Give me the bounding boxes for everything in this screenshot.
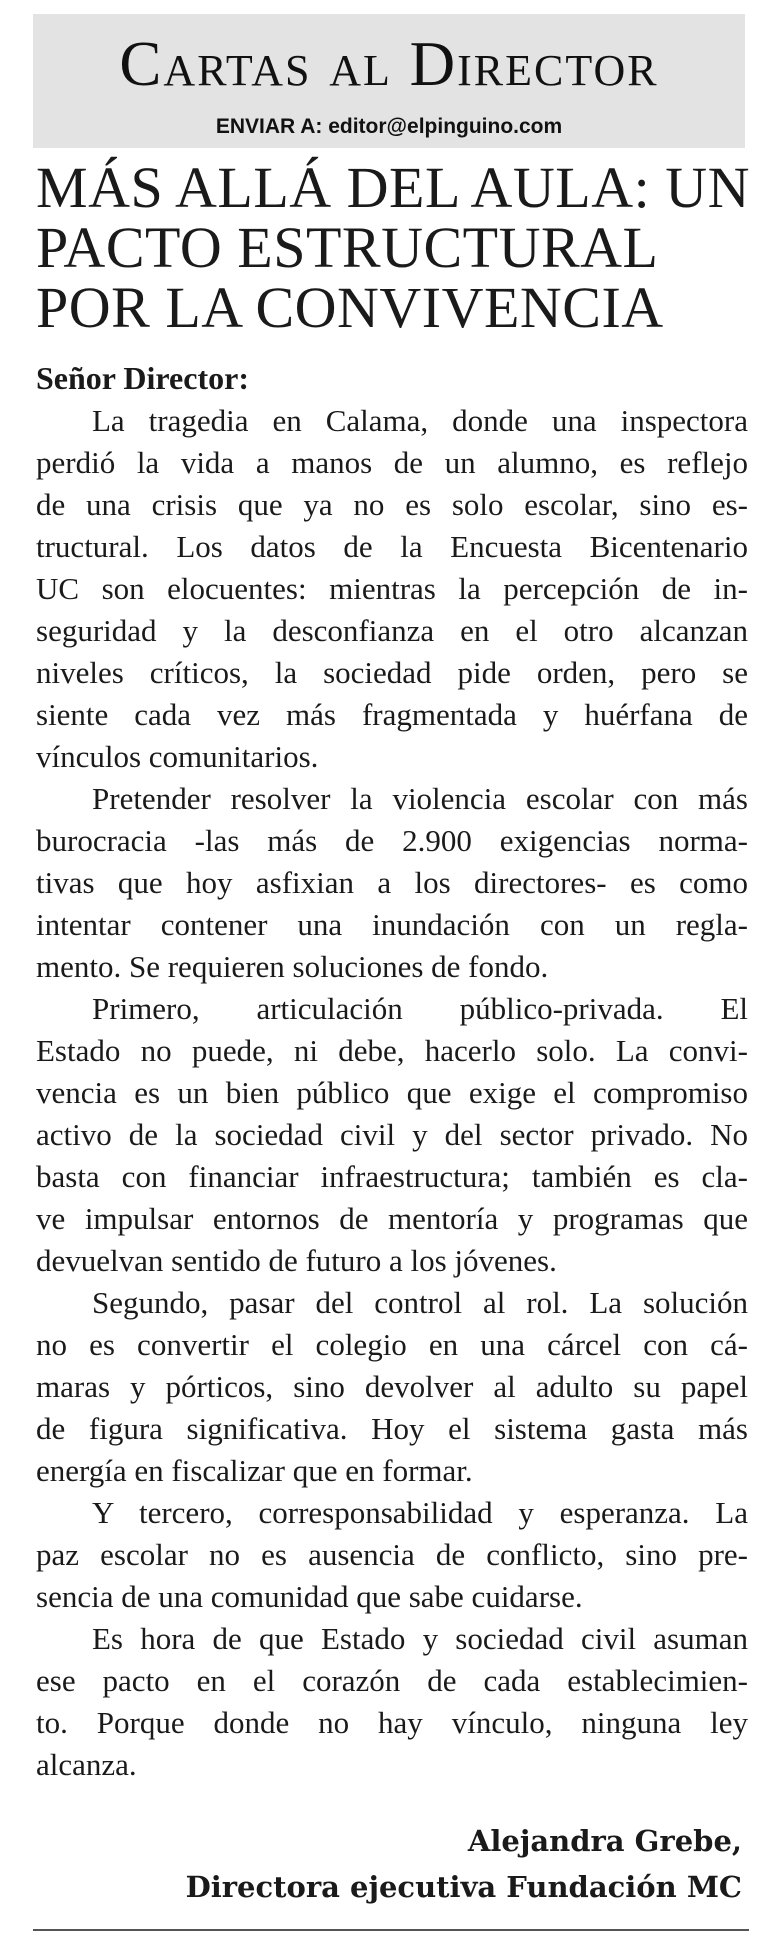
body-line: intentar contener una inundación con un regla- bbox=[36, 907, 748, 942]
headline-line: MÁS ALLÁ DEL AULA: UN bbox=[36, 155, 751, 220]
body-line: maras y pórticos, sino devolver al adulto su papel bbox=[36, 1369, 748, 1404]
body-line: paz escolar no es ausencia de conflicto, sino pre- bbox=[36, 1537, 748, 1572]
body-line: Pretender resolver la violencia escolar con más bbox=[92, 781, 748, 816]
body-line: de una crisis que ya no es solo escolar, sino es- bbox=[36, 487, 748, 522]
headline-line: PACTO ESTRUCTURAL bbox=[36, 215, 659, 280]
body-line: sencia de una comunidad que sabe cuidarse. bbox=[36, 1579, 583, 1614]
body-line: UC son elocuentes: mientras la percepción de in- bbox=[36, 571, 748, 606]
letter-body bbox=[36, 400, 748, 1786]
body-line: Y tercero, corresponsabilidad y esperanza. La bbox=[92, 1495, 748, 1530]
body-line: Segundo, pasar del control al rol. La solución bbox=[92, 1285, 748, 1320]
body-line: tivas que hoy asfixian a los directores- es como bbox=[36, 865, 748, 900]
body-line: Estado no puede, ni debe, hacerlo solo. La convi- bbox=[36, 1033, 748, 1068]
body-line: ese pacto en el corazón de cada establecimien- bbox=[36, 1663, 748, 1698]
body-line: Es hora de que Estado y sociedad civil asuman bbox=[92, 1621, 748, 1656]
body-line: de figura significativa. Hoy el sistema gasta más bbox=[36, 1411, 748, 1446]
body-line: to. Porque donde no hay vínculo, ninguna ley bbox=[36, 1705, 748, 1740]
section-title: Cartas al Director bbox=[119, 29, 659, 99]
body-line: energía en fiscalizar que en formar. bbox=[36, 1453, 473, 1488]
body-line: devuelvan sentido de futuro a los jóvenes. bbox=[36, 1243, 557, 1278]
body-line: La tragedia en Calama, donde una inspectora bbox=[92, 403, 748, 438]
body-line: tructural. Los datos de la Encuesta Bicentenario bbox=[36, 529, 748, 564]
signature-title: Directora ejecutiva Fundación MC bbox=[185, 1870, 742, 1904]
section-header bbox=[33, 14, 745, 148]
body-line: alcanza. bbox=[36, 1747, 137, 1782]
body-line: vencia es un bien público que exige el compromiso bbox=[36, 1075, 748, 1110]
body-line: basta con financiar infraestructura; también es cla- bbox=[36, 1159, 748, 1194]
signature-name: Alejandra Grebe, bbox=[467, 1824, 742, 1858]
body-line: burocracia -las más de 2.900 exigencias norma- bbox=[36, 823, 748, 858]
body-line: activo de la sociedad civil y del sector privado. No bbox=[36, 1117, 748, 1152]
salutation: Señor Director: bbox=[36, 360, 249, 396]
body-line: mento. Se requieren soluciones de fondo. bbox=[36, 949, 549, 984]
headline-line: POR LA CONVIVENCIA bbox=[36, 275, 664, 340]
body-line: seguridad y la desconfianza en el otro alcanzan bbox=[36, 613, 748, 648]
bottom-divider bbox=[33, 1929, 749, 1931]
body-line: niveles críticos, la sociedad pide orden, pero se bbox=[36, 655, 748, 690]
submission-email-line: ENVIAR A: editor@elpinguino.com bbox=[215, 115, 563, 138]
letter-headline bbox=[36, 155, 751, 340]
body-line: no es convertir el colegio en una cárcel con cá- bbox=[36, 1327, 748, 1362]
body-line: perdió la vida a manos de un alumno, es reflejo bbox=[36, 445, 748, 480]
body-line: Primero, articulación público-privada. El bbox=[92, 991, 748, 1026]
body-line: vínculos comunitarios. bbox=[36, 739, 319, 774]
body-line: ve impulsar entornos de mentoría y programas que bbox=[36, 1201, 748, 1236]
body-line: siente cada vez más fragmentada y huérfana de bbox=[36, 697, 748, 732]
